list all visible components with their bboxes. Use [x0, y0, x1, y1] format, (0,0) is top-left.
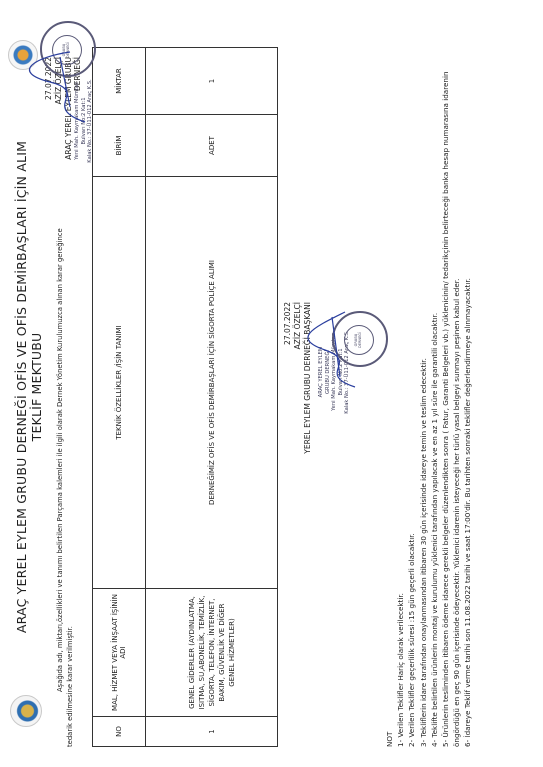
- top-signature-date: 27.07.2022: [44, 57, 53, 100]
- top-signature-title: ARAÇ YEREL EYLEM GRUBU DERNEĞİ: [64, 57, 82, 160]
- note-item-5: 5- Ürünlerin tesliminden itibaren ödeme idarece gerekli belgeler düzenlendikten sonra ( Fatur, Garanti Belgeleri vb.) yüklenicinin/ tedarikçinin belirteceği banka hesap numarasına idarenin öngördüğü en geç 90 gün içerisinde ödeyecektir. Yüklenici idarenin isteyeceği her türlü yasal belgeyi sunmayı peşinen kabul eder.: [441, 71, 462, 747]
- bottom-signature-name: AZİZ ÖZELÇİ: [293, 302, 302, 350]
- bottom-signature-date: 27.07.2022: [283, 302, 292, 345]
- column-header-no: NO: [93, 717, 146, 747]
- bottom-stamp-address: ARAÇ YEREL EYLEM GRUBU DERNEĞİ Yeni Mah. Kaymakam Mümtaz Bulvarı No:2 Kat:1 Kalak No.: 37-Ü11-012 Araç K.S.: [318, 330, 350, 414]
- note-item-6: 6- İdareye Teklif verme tarihi son 11.08.2022 tarihi ve saat 17:00'dir. Bu tarihten sonraki teklifler değerlendirmeye alınmayacaktır.: [463, 278, 473, 747]
- top-signature-name: AZİZ ÖZELÇİ: [54, 57, 63, 105]
- table-header-row: [93, 48, 146, 747]
- column-header-name: MAL, HİZMET VEYA İNŞAAT İŞİNİN ADI: [93, 589, 146, 717]
- row-technical: DERNEĞİMİZ OFİS VE OFİS DEMİRBAŞLARI İÇİN SİGORTA POLİÇE ALIMI: [146, 177, 278, 589]
- document-title: ARAÇ YEREL EYLEM GRUBU DERNEĞİ OFİS VE OFİS DEMİRBAŞLARI İÇİN ALIM TEKLİF MEKTUBU: [14, 140, 44, 634]
- bottom-signature-title: YEREL EYLEM GRUBU DERNEĞİ BAŞKANI: [303, 302, 312, 454]
- intro-text-line-2: tedarik edilmesine karar verilmiştir.: [66, 626, 74, 747]
- items-table: [92, 47, 278, 747]
- notes-section: [384, 47, 474, 747]
- top-stamp-address: Yeni Mah. Kaymakam Mümtaz Bulvarı No:2 Kat:1 Kalak No.: 37-Ü11-012 Araç K.S.: [74, 79, 93, 163]
- note-item-1: 1- Verilen Teklifler Hariç olarak verilecektir.: [396, 593, 406, 747]
- row-no: 1: [146, 717, 278, 747]
- table-row: [146, 48, 278, 747]
- notes-heading: NOT: [385, 731, 394, 747]
- row-item-name: GENEL GİDERLER (AYDINLATMA, ISITMA, SU,ABONELİK, TEMİZLİK, SİGORTA, TELEFON, İNTERNET, BAKIM, GÜVENLİK VE DİĞER GENEL HİZMETLER): [146, 589, 278, 717]
- column-header-technical: TEKNİK ÖZELLİKLER /İŞİN TANIMI: [93, 177, 146, 589]
- association-logo-icon: [10, 695, 42, 727]
- note-item-2: 2- Verilen Teklifler geçerlilik süresi :15 gün geçerli olacaktır.: [407, 533, 417, 747]
- top-seal-stamp: GRUBU DERNEĞİ: [40, 21, 96, 77]
- intro-text-line-1: Aşağıda adı, miktarı,özellikleri ve tanımı belirtilen Parçama kalemleri ile ilgili olarak Dernek Yönetim Kurulumuzca alınan karar gereğince: [56, 228, 64, 692]
- row-quantity: 1: [146, 48, 278, 115]
- bottom-handwritten-signature: [310, 302, 370, 392]
- row-unit: ADET: [146, 115, 278, 177]
- note-item-4: 4- Teklifte belirtilen ürünlerin montaj ve kurulumu yüklenici tarafından yapılacak ve en az 1 yıl süre ile garantili olacaktır.: [429, 312, 439, 747]
- note-item-3: 3- Tekliflerin idare tarafından onaylanmasından itibaren 30 gün içerisinde idareye temin ve teslim edecektir.: [418, 358, 428, 747]
- column-header-quantity: MİKTAR: [93, 48, 146, 115]
- top-handwritten-signature: [30, 47, 100, 127]
- column-header-unit: BİRİM: [93, 115, 146, 177]
- bottom-seal-stamp: GRUBU DERNEĞİ: [332, 311, 388, 367]
